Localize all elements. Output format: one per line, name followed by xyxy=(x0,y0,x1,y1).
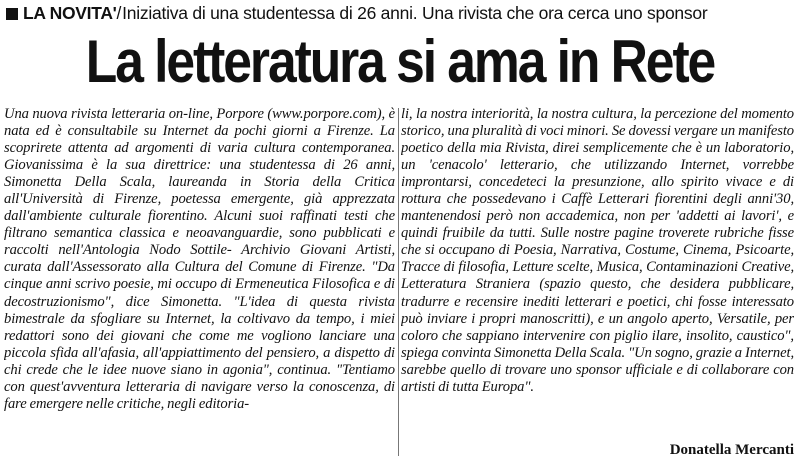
body-text-right: li, la nostra interiorità, la nostra cultura, la percezione del momento storico, una pluralità di voci minori. Se dovessi vergare un manifesto poetico della mia Rivista, direi semplicemente che è un laboratorio, un 'cenacolo' letterario, che utilizzando Internet, vorrebbe improntarsi, concedeteci la presunzione, allo spirito vivace e di rottura che possedevano i Caffè Letterari fiorentini degli anni'30, mantenendosi però non accademica, non per 'addetti ai lavori', e quindi fruibile da tutti. Sulle nostre pagine troverete rubriche fisse che si occupano di Poesia, Narrativa, Costume, Cinema, Psicoarte, Tracce di filosofia, Letture scelte, Musica, Contaminazioni Creative, Letteratura Straniera (spazio questo, che desidera pubblicare, tradurre e recensire inediti letterari e poetici, chi fosse interessato può inviare i propri manoscritti), e un angolo aperto, Versatile, per coloro che sappiano intervenire con piglio ilare, insolito, caustico", spiega convinta Simonetta Della Scala. "Un sogno, grazie a Internet, sarebbe quello di trovare uno sponsor ufficiale e di collaborare con artisti di tutta Europa". xyxy=(401,106,794,395)
section-marker-square xyxy=(6,8,18,20)
author-byline: Donatella Mercanti xyxy=(669,442,794,458)
kicker-subtitle: Iniziativa di una studentessa di 26 anni. Una rivista che ora cerca uno sponsor xyxy=(122,3,708,23)
body-text-left: Una nuova rivista letteraria on-line, Porpore (www.porpore.com), è nata ed è consultabile su Internet da pochi giorni a Firenze. La scoprirete attenta ad argomenti di varia cultura contemporanea. Giovanissima è la sua direttrice: una studentessa di 26 anni, Simonetta Della Scala, laureanda in Storia della Critica all'Università di Firenze, poetessa emergente, già apprezzata dall'ambiente culturale fiorentino. Alcuni suoi raffinati testi che filtrano semantica classica e neoavanguardie, sono pubblicati e raccolti nell'Antologia Nodo Sottile- Archivio Giovani Artisti, curata dall'Assessorato alla Cultura del Comune di Firenze. "Da cinque anni scrivo poesie, mi occupo di Ermeneutica Filosofica e di decostruzionismo", dice Simonetta. "L'idea di questa rivista bimestrale da sfogliare su Internet, la coltivavo da tempo, i miei redattori sono dei giovani che come me vogliono lanciare una piccola sfida all'afasia, all'appiattimento del pensiero, a dispetto di chi crede che le idee nuove siano in agonia", continua. "Tentiamo con quest'avventura letteraria di navigare verso la conoscenza, di fare emergere nelle critiche, negli editoria- xyxy=(4,106,395,412)
headline: La letteratura si ama in Rete xyxy=(85,28,715,95)
body-column-left xyxy=(4,106,395,458)
body-column-right xyxy=(401,106,794,458)
kicker-separator: / xyxy=(116,3,122,23)
section-label: LA NOVITA' xyxy=(23,3,117,23)
column-divider xyxy=(398,108,399,456)
